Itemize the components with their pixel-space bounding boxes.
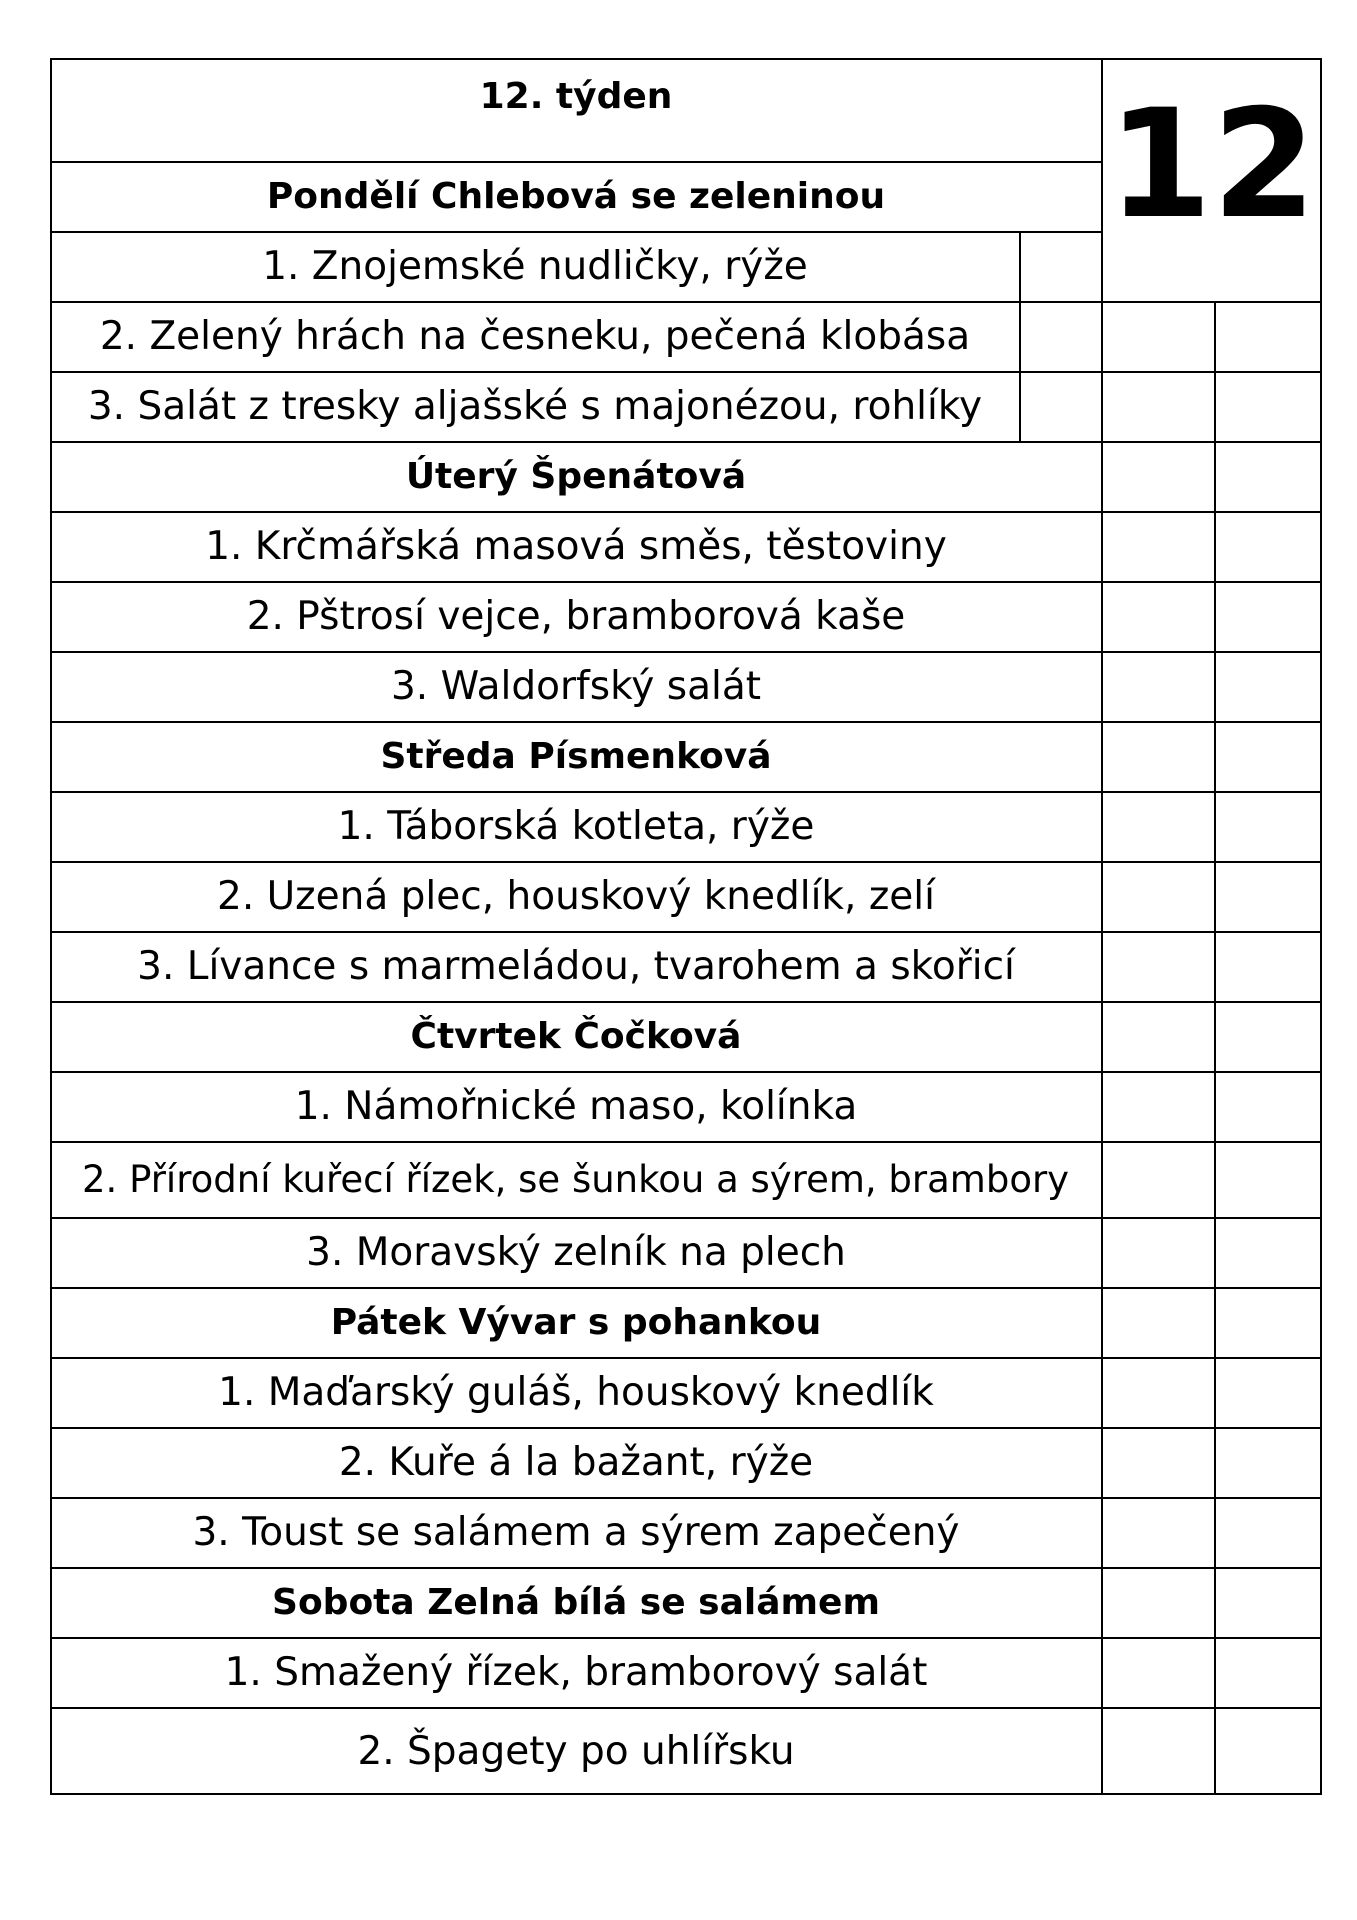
meal-item: 3. Lívance s marmeládou, tvarohem a skořicí (137, 943, 1015, 989)
check-row-divider (1102, 1637, 1322, 1639)
row-divider (50, 931, 1102, 933)
row-divider (50, 651, 1102, 653)
meal-item: 3. Moravský zelník na plech (306, 1229, 846, 1275)
border-bottom (50, 1793, 1322, 1795)
check-row-divider (1102, 1141, 1322, 1143)
meal-item: 1. Maďarský guláš, houskový knedlík (218, 1369, 934, 1415)
day-heading: Čtvrtek Čočková (410, 1015, 742, 1057)
check-row-divider (1102, 791, 1322, 793)
day-heading: Sobota Zelná bílá se salámem (272, 1581, 880, 1623)
check-row-divider (1102, 1071, 1322, 1073)
check-row-divider (1102, 721, 1322, 723)
week-title: 12. týden (479, 76, 673, 117)
border-right (1320, 58, 1322, 1795)
row-divider (50, 1427, 1102, 1429)
meal-item: 3. Salát z tresky aljašské s majonézou, rohlíky (87, 383, 983, 429)
day-heading: Úterý Špenátová (405, 455, 747, 497)
meal-item: 1. Táborská kotleta, rýže (337, 803, 815, 849)
check-row-divider (1102, 301, 1322, 303)
row-divider (50, 441, 1102, 443)
border-top (50, 58, 1322, 60)
meal-item: 1. Smažený řízek, bramborový salát (224, 1649, 928, 1695)
meal-item: 2. Zelený hrách na česneku, pečená klobása (99, 313, 971, 359)
row-divider (50, 1217, 1102, 1219)
check-row-divider (1102, 1497, 1322, 1499)
check-row-divider (1102, 1287, 1322, 1289)
meal-item: 2. Špagety po uhlířsku (357, 1728, 795, 1774)
day-heading: Pátek Vývar s pohankou (330, 1301, 822, 1343)
meal-item: 3. Waldorfský salát (390, 663, 762, 709)
border-left (50, 58, 52, 1795)
row-divider (50, 1071, 1102, 1073)
check-row-divider (1102, 861, 1322, 863)
row-divider (50, 231, 1102, 233)
check-row-divider (1102, 511, 1322, 513)
row-divider (50, 791, 1102, 793)
check-row-divider (1102, 651, 1322, 653)
row-divider (50, 1637, 1102, 1639)
row-divider (50, 301, 1102, 303)
check-row-divider (1102, 1357, 1322, 1359)
menu-table (50, 58, 1322, 1795)
meal-item: 1. Znojemské nudličky, rýže (262, 243, 808, 289)
check-row-divider (1102, 1567, 1322, 1569)
day-heading: Středa Písmenková (380, 735, 772, 777)
row-divider (50, 371, 1102, 373)
check-row-divider (1102, 441, 1322, 443)
check-row-divider (1102, 1427, 1322, 1429)
meal-item: 3. Toust se salámem a sýrem zapečený (192, 1509, 960, 1555)
meal-item: 1. Krčmářská masová směs, těstoviny (205, 523, 947, 569)
meal-item: 2. Přírodní kuřecí řízek, se šunkou a sýrem, brambory (82, 1157, 1070, 1201)
check-row-divider (1102, 1707, 1322, 1709)
check-row-divider (1102, 931, 1322, 933)
check-row-divider (1102, 581, 1322, 583)
check-row-divider (1102, 371, 1322, 373)
row-divider (50, 161, 1102, 163)
row-divider (50, 581, 1102, 583)
row-divider (50, 1287, 1102, 1289)
row-divider (50, 1497, 1102, 1499)
meal-item: 2. Pštrosí vejce, bramborová kaše (246, 593, 906, 639)
meal-item: 2. Kuře á la bažant, rýže (338, 1439, 814, 1485)
day-heading: Pondělí Chlebová se zeleninou (266, 175, 886, 217)
row-divider (50, 861, 1102, 863)
row-divider (50, 511, 1102, 513)
meal-item: 1. Námořnické maso, kolínka (294, 1083, 858, 1129)
row-divider (50, 721, 1102, 723)
row-divider (50, 1141, 1102, 1143)
row-divider (50, 1001, 1102, 1003)
column-divider-inner (1019, 231, 1021, 441)
row-divider (50, 1707, 1102, 1709)
check-row-divider (1102, 1001, 1322, 1003)
column-divider (1101, 58, 1103, 1795)
check-row-divider (1102, 1217, 1322, 1219)
column-divider-check (1214, 301, 1216, 1795)
row-divider (50, 1567, 1102, 1569)
week-number: 12 (1107, 78, 1317, 252)
row-divider (50, 1357, 1102, 1359)
meal-item: 2. Uzená plec, houskový knedlík, zelí (217, 873, 935, 919)
